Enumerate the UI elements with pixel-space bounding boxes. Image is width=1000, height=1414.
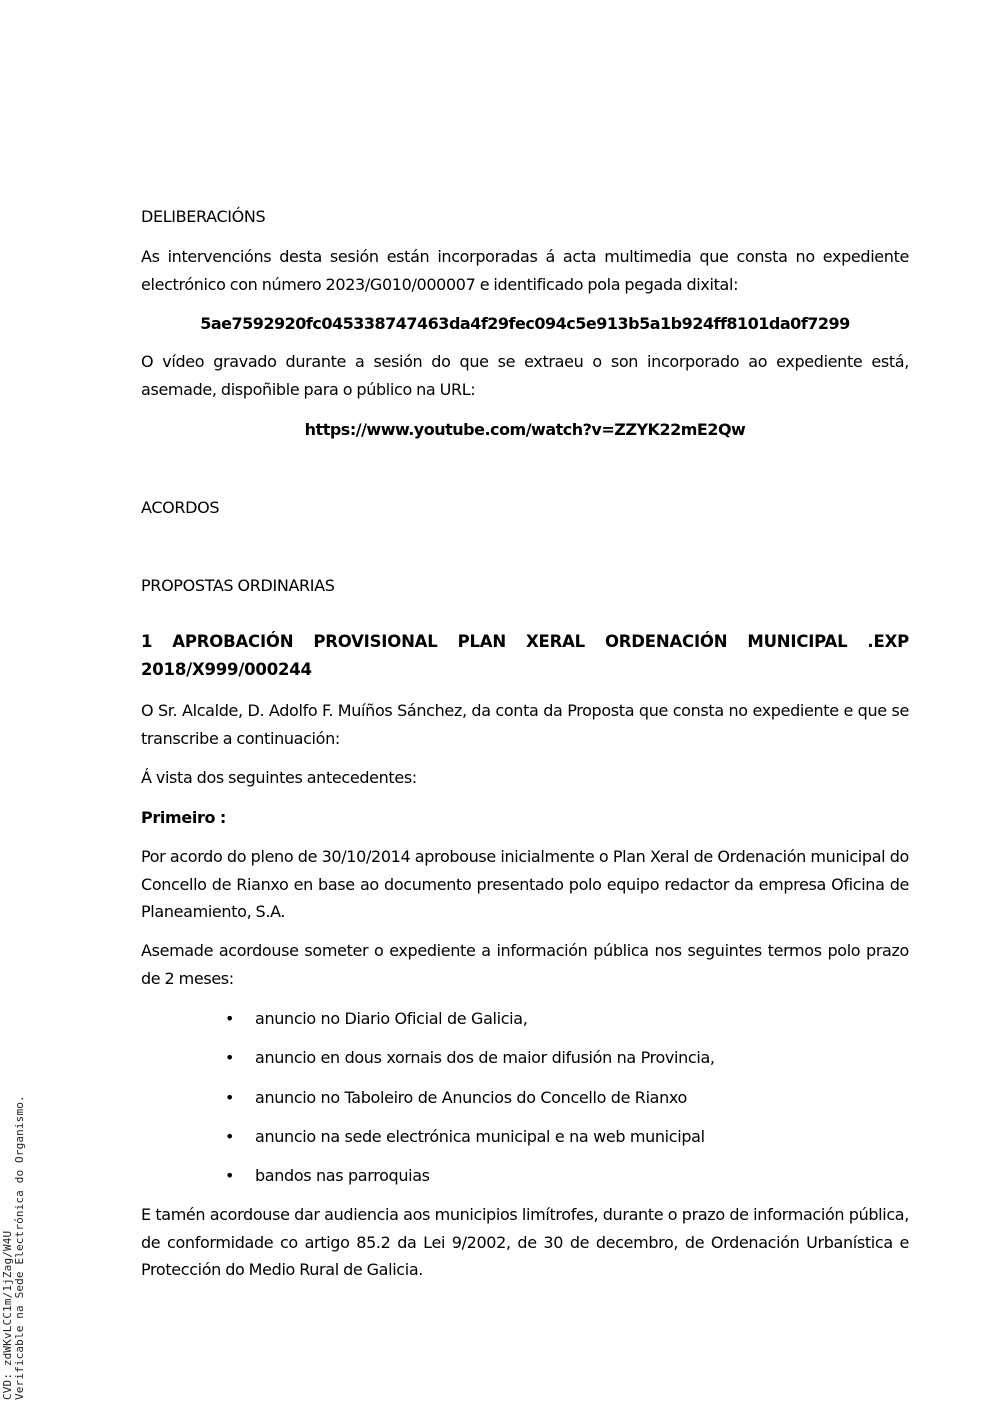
section-title-deliberacions: DELIBERACIÓNS <box>141 207 266 226</box>
antecedentes-line: Á vista dos seguintes antecedentes: <box>141 768 417 787</box>
section-title-propostas: PROPOSTAS ORDINARIAS <box>141 576 335 595</box>
video-url[interactable]: https://www.youtube.com/watch?v=ZZYK22mE2Qw <box>304 420 746 439</box>
list-item: • anuncio na sede electrónica municipal e na web municipal <box>141 1123 715 1162</box>
list-item: • anuncio no Taboleiro de Anuncios do Concello de Rianxo <box>141 1084 715 1123</box>
alcalde-paragraph: O Sr. Alcalde, D. Adolfo F. Muíños Sánchez, da conta da Proposta que consta no expediente e que se transcribe a continuación: <box>141 701 909 748</box>
list-item: • anuncio en dous xornais dos de maior difusión na Provincia, <box>141 1044 715 1083</box>
digital-fingerprint-hash: 5ae7592920fc045338747463da4f29fec094c5e913b5a1b924ff8101da0f7299 <box>200 314 850 333</box>
cvd-code: CVD: zdWKvLCC1m/1jZag/W4U <box>1 1230 14 1400</box>
video-paragraph: O vídeo gravado durante a sesión do que se extraeu o son incorporado ao expediente está, asemade, dispoñible para o público na URL: <box>141 352 909 399</box>
asemade-paragraph: Asemade acordouse someter o expediente a información pública nos seguintes termos polo prazo de 2 meses: <box>141 941 909 988</box>
list-item: • anuncio no Diario Oficial de Galicia, <box>141 1005 715 1044</box>
list-item: • bandos nas parroquias <box>141 1162 715 1201</box>
item-heading: 1 APROBACIÓN PROVISIONAL PLAN XERAL ORDENACIÓN MUNICIPAL .EXP 2018/X999/000244 <box>141 632 909 679</box>
verification-note: Verificable na Sede Electrónica do Organismo. <box>13 1095 26 1400</box>
verification-sidebar <box>2 1095 26 1400</box>
deliberacions-paragraph: As intervencións desta sesión están incorporadas á acta multimedia que consta no expediente electrónico con número 2023/G010/000007 e identificado pola pegada dixital: <box>141 247 909 294</box>
audiencia-paragraph: E tamén acordouse dar audiencia aos municipios limítrofes, durante o prazo de información pública, de conformidade co artigo 85.2 da Lei 9/2002, de 30 de decembro, de Ordenación Urbanística e Protección do Medio Rural de Galicia. <box>141 1205 909 1279</box>
primeiro-heading: Primeiro : <box>141 808 226 827</box>
primeiro-paragraph: Por acordo do pleno de 30/10/2014 aprobouse inicialmente o Plan Xeral de Ordenación municipal do Concello de Rianxo en base ao documento presentado polo equipo redactor da empresa Oficina de Planeamiento, S.A. <box>141 847 909 921</box>
section-title-acordos: ACORDOS <box>141 498 220 517</box>
announcement-list <box>141 1005 715 1201</box>
